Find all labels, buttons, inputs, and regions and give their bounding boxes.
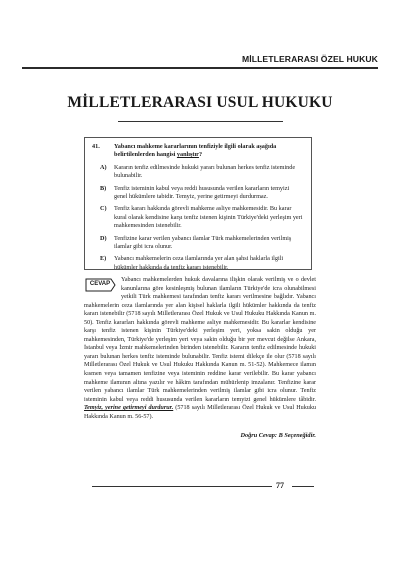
option-text: Tenfiz kararı hakkında görevli mahkeme asliye mahkemesidir. Bu karar kural olarak kendisine karşı tenfiz istenen kişinin Türkiye'deki yerleşim yeri mahkemesinden istenebilir. xyxy=(114,205,303,230)
page-title: MİLLETLERARASI USUL HUKUKU xyxy=(67,94,333,111)
answer-body: Yabancı mahkemelerden hukuk davalarına ilişkin olarak verilmiş ve o devlet kanunlarına göre kesinleşmiş bulunan ilamların Türkiye'de icra olunabilmesi yetkili Türk mahkemesi tarafından tenfiz kararı verilmesine bağlıdır. Yabancı mahkemelerin ceza ilamlarında yer alan kişisel haklarla ilgili hükümler hakkında da tenfiz kararı istenebilir (5718 sayılı Milletlerarası Özel Hukuk ve Usul Hukuku Hakkında Kanun m. 50). Tenfiz kararları hakkında görevli mahkeme asliye mahkemesidir. Bu kararlar kendisine karşı tenfiz istenen kişinin Türkiye'deki yerleşim yeri, yoksa sakin olduğu yer mahkemesinden, Türkiye'de yerleşim yeri veya sakin olduğu bir yer mevcut değilse Ankara, İstanbul veya İzmir mahkemelerinden birinden istenebilir. Kararın tenfiz edilmesinde hukuki yararı bulunan herkes tenfiz isteminde bulunabilir. Tenfiz istemi dilekçe ile olur (5718 sayılı Milletlerarası Özel Hukuk ve Usul Hukuku Hakkında Kanun m. 51-52). Mahkemece ilamın kısmen veya tamamen tenfizine veya isteminin reddine karar verilebilir. Bu karar yabancı mahkeme ilamının altına yazılır ve hâkim tarafından mühürlenip imzalanır. Tenfizine karar verilen yabancı ilamlar Türk mahkemelerinden verilmiş ilamlar gibi icra olunur. Tenfiz isteminin kabul veya reddi hususunda verilen kararların temyizi genel hükümlere tâbidir. xyxy=(84,277,316,403)
option-letter: D) xyxy=(100,234,107,242)
question-stem-end: ? xyxy=(198,151,203,159)
footer-rule xyxy=(92,486,272,487)
option-letter: E) xyxy=(100,255,107,263)
page-number: 77 xyxy=(276,481,284,490)
answer-badge-label: CEVAP xyxy=(89,281,111,287)
question-number: 41. xyxy=(92,143,100,150)
option-text: Yabancı mahkemelerin ceza ilamlarında yer alan şahsi haklarla ilgili hükümler hakkında da tenfiz kararı istenebilir. xyxy=(114,255,284,271)
footer-rule-right xyxy=(292,486,314,487)
correct-answer: Doğru Cevap: B Seçeneğidir. xyxy=(240,432,316,439)
option-a xyxy=(93,164,303,181)
question-stem xyxy=(114,143,303,160)
answer-body-end: (5718 sayılı Milletlerarası Özel Hukuk ve Usul Hukuku Hakkında Kanun m. 56-57). xyxy=(84,405,316,420)
answer-section xyxy=(84,276,316,421)
option-d xyxy=(93,235,303,252)
option-text: Kararın tenfiz edilmesinde hukuki yararı bulunan herkes tenfiz isteminde bulunabilir. xyxy=(114,163,296,180)
title-rule xyxy=(118,121,283,122)
option-letter: C) xyxy=(100,205,107,213)
option-letter: B) xyxy=(100,184,107,192)
option-text: Tenfizine karar verilen yabancı ilamlar Türk mahkemelerinden verilmiş ilamlar gibi icra olunur. xyxy=(114,234,292,251)
option-letter: A) xyxy=(100,163,107,171)
option-c xyxy=(93,205,303,230)
question-stem-emphasis: yanlıştır xyxy=(176,151,199,159)
question-box xyxy=(84,137,312,270)
answer-badge xyxy=(84,278,116,292)
option-text: Tenfiz isteminin kabul veya reddi hususunda verilen kararların temyizi genel hükümlere tabidir. Temyiz, yerine getirmeyi durdurmaz. xyxy=(114,184,290,201)
header-rule xyxy=(22,67,378,69)
question-stem-text: Yabancı mahkeme kararlarının tenfiziyle ilgili olarak aşağıda belirtilenlerden hangisi xyxy=(114,143,277,159)
option-e xyxy=(93,255,303,272)
option-b xyxy=(93,185,303,202)
running-header: MİLLETLERARASI ÖZEL HUKUK xyxy=(241,54,378,64)
answer-emphasis: Temyiz, yerine getirmeyi durdurur. xyxy=(84,405,174,412)
